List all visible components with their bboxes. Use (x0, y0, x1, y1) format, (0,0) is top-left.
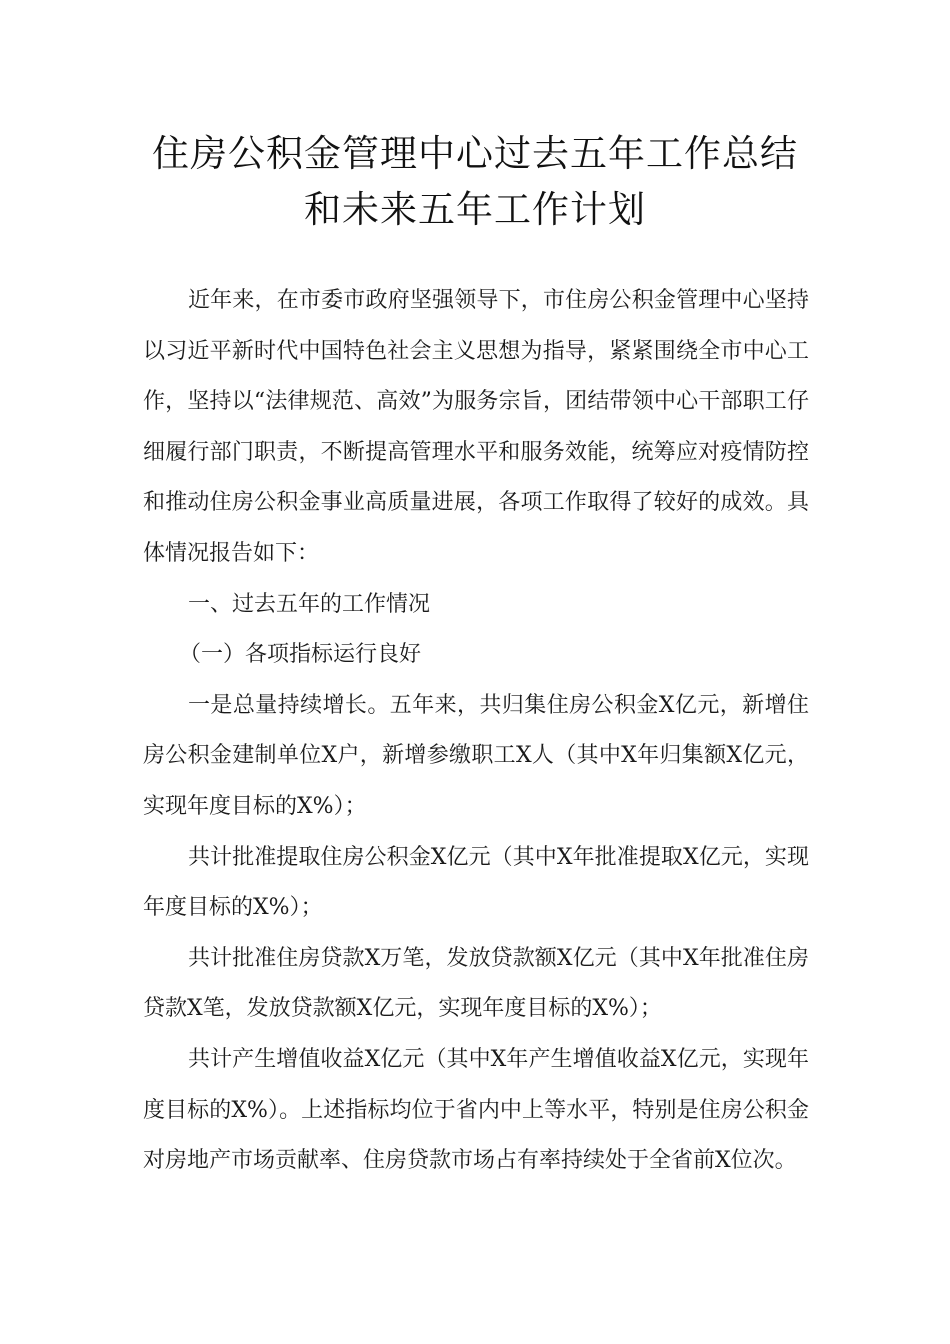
document-title (110, 126, 840, 238)
document-body (143, 276, 809, 1187)
title-line-2: 和未来五年工作计划 (304, 188, 646, 231)
paragraph-loans: 共计批准住房贷款X万笔，发放贷款额X亿元（其中X年批准住房贷款X笔，发放贷款额X亿元，实现年度目标的X%）； (143, 945, 809, 1022)
section-heading-1: 一、过去五年的工作情况 (188, 591, 431, 617)
paragraph-total-growth: 一是总量持续增长。五年来，共归集住房公积金X亿元，新增住房公积金建制单位X户，新增参缴职工X人（其中X年归集额X亿元，实现年度目标的X%）； (143, 692, 809, 819)
paragraph-withdrawal: 共计批准提取住房公积金X亿元（其中X年批准提取X亿元，实现年度目标的X%）； (143, 844, 809, 921)
paragraph-value-added: 共计产生增值收益X亿元（其中X年产生增值收益X亿元，实现年度目标的X%）。上述指标均位于省内中上等水平，特别是住房公积金对房地产市场贡献率、住房贷款市场占有率持续处于全省前X位次。 (143, 1046, 809, 1174)
title-line-1: 住房公积金管理中心过去五年工作总结 (152, 132, 798, 175)
paragraph-intro: 近年来，在市委市政府坚强领导下，市住房公积金管理中心坚持以习近平新时代中国特色社会主义思想为指导，紧紧围绕全市中心工作，坚持以“法律规范、高效”为服务宗旨，团结带领中心干部职工仔细履行部门职责，不断提高管理水平和服务效能，统筹应对疫情防控和推动住房公积金事业高质量进展，各项工作取得了较好的成效。具体情况报告如下： (143, 288, 809, 566)
subsection-heading-1: （一）各项指标运行良好 (179, 642, 422, 668)
